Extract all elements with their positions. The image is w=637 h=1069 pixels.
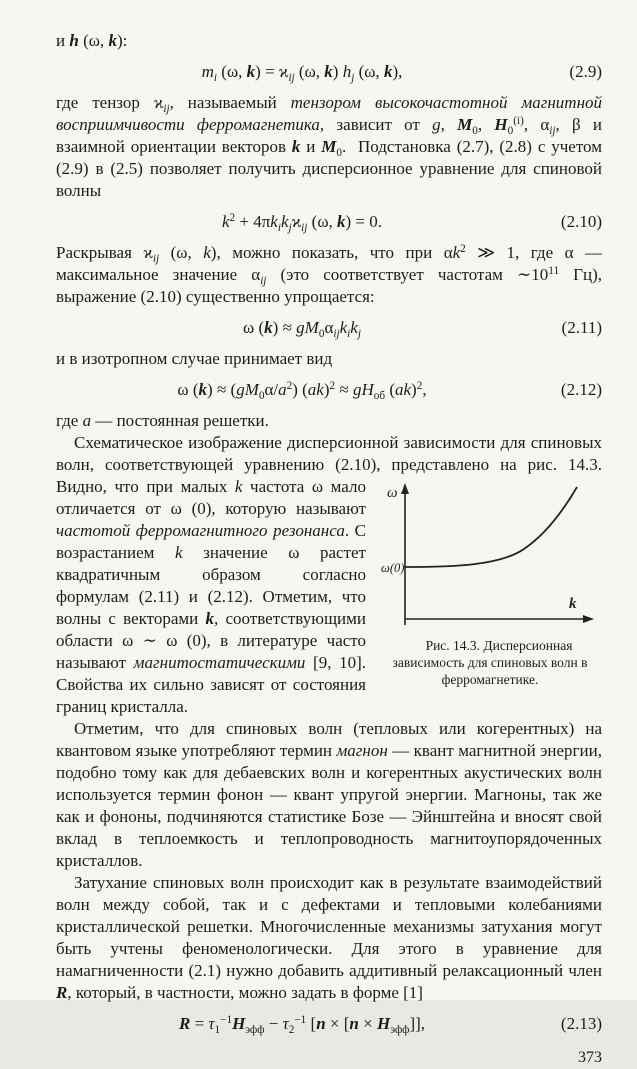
equation-2-10 [56, 211, 602, 233]
paragraph-magnon: Отметим, что для спиновых волн (тепловых или когерентных) на квантовом языке употребляют термин магнон — квант магнитной энергии, подобно тому как для дебаевских волн и когерентных акустических волн используется термин фонон — квант упругой энергии. Магноны, так же как и фононы, подчиняются статистике Бозе — Эйнштейна и вносят свой вклад в теплоемкость и теплопроводность магнитоупорядоченных кристаллов. [56, 719, 607, 870]
equation-2-13-number: (2.13) [560, 1014, 602, 1033]
equation-2-10-body: $k^2 + 4\pi k_ik_jϰ_{ij}$ (ω, k) = 0. [221, 211, 383, 234]
equation-2-11-number: (2.11) [561, 318, 602, 337]
paragraph-tensor: где тензор $ϰ_{ij}$, называемый тензором высокочастотной магнитной восприимчивости ферромагнетика, зависит от g, $M_0$, $H_0^{(i)}$, $\alpha_{ij}$, β и взаимной ориентации векторов k и $M_0$. Подстановка (2.7), (2.8) с учетом (2.9) в (2.5) позволяет получить дисперсионное уравнение для спиновой волны [56, 93, 607, 200]
dispersion-curve [405, 487, 577, 567]
paragraph-dispersion-part2: на рис. 14.3. Видно, что при малых k частота ω мало отличается от ω (0), которую называют частотой ферромагнитного резонанса. С возрастанием k значение ω растет квадратичным образом согласно формулам (2.11) и (2.12). Отметим, что волны с векторами k, соответствующими области ω ∼ ω (0), в литературе часто называют магнитостатическими [9, 10]. Свойства их сильно зависят от состояния границ кристалла. [56, 455, 607, 716]
x-axis-label: k [569, 596, 577, 612]
equation-2-12-body: ω $(k) \approx (gM_0\alpha/a^2) (ak)^2 \approx gH_{об}$ (ak)$^2$, [177, 379, 427, 402]
equation-2-12-number: (2.12) [560, 380, 602, 399]
dispersion-chart [381, 479, 599, 629]
equation-2-13-body: $R = \tau_1^{-1}H_{эфф} - \tau_2^{-1}$ $[n \times [n \times H_{эфф}]]$, [178, 1013, 426, 1036]
page-number: 373 [578, 1049, 602, 1066]
x-axis-arrow-icon [583, 615, 594, 623]
equation-2-13 [56, 1013, 602, 1035]
figure-14-3 [378, 479, 602, 688]
figure-caption: Рис. 14.3. Дисперсионная зависимость для спиновых волн в ферромагнетике. [392, 638, 588, 687]
equation-2-12 [56, 379, 602, 401]
y-axis-arrow-icon [401, 483, 409, 494]
paragraph-isotropic: и в изотропном случае принимает вид [56, 349, 333, 368]
paragraph-intro-h: и h (ω, k): [56, 31, 128, 50]
equation-2-11 [56, 317, 602, 339]
paragraph-raskryvaya: Раскрывая $ϰ_{ij}$ (ω, k), можно показать, что при $\alpha k^2$ ≫ 1, где α — максимальное значение $\alpha_{ij}$ (это соответствует частотам $\sim 10^{11}$ Гц), выражение (2.10) существенно упрощается: [56, 242, 607, 306]
y-axis-label: ω [387, 485, 398, 501]
paragraph-lattice-constant: где a — постоянная решетки. [56, 411, 269, 430]
y-intercept-label: ω(0) [381, 561, 405, 575]
equation-2-10-number: (2.10) [560, 212, 602, 231]
equation-2-9-number: (2.9) [569, 62, 602, 81]
equation-2-11-body: ω $(k) \approx gM_0\alpha_{ij}k_ik_j$ [243, 318, 361, 340]
equation-2-9 [56, 61, 602, 83]
paragraph-dispersion-figure [56, 432, 607, 718]
paragraph-damping: Затухание спиновых волн происходит как в результате взаимодействий волн между собой, так и с дефектами и тепловыми колебаниями кристаллической решетки. Многочисленные механизмы затухания могут быть учтены феноменологически. Для этого в уравнение для намагниченности (2.1) нужно добавить аддитивный релаксационный член R, который, в частности, можно задать в форме [1] [56, 873, 607, 1002]
paragraph-dispersion-part1: Схематическое изображение дисперсионной зависимости для спиновых волн, соответствующей уравнению (2.10), представлено [56, 433, 607, 474]
equation-2-9-body: $m_i$ (ω, $k) = ϰ_{ij}$ (ω, k) $h_j$ (ω, k), [201, 62, 403, 84]
